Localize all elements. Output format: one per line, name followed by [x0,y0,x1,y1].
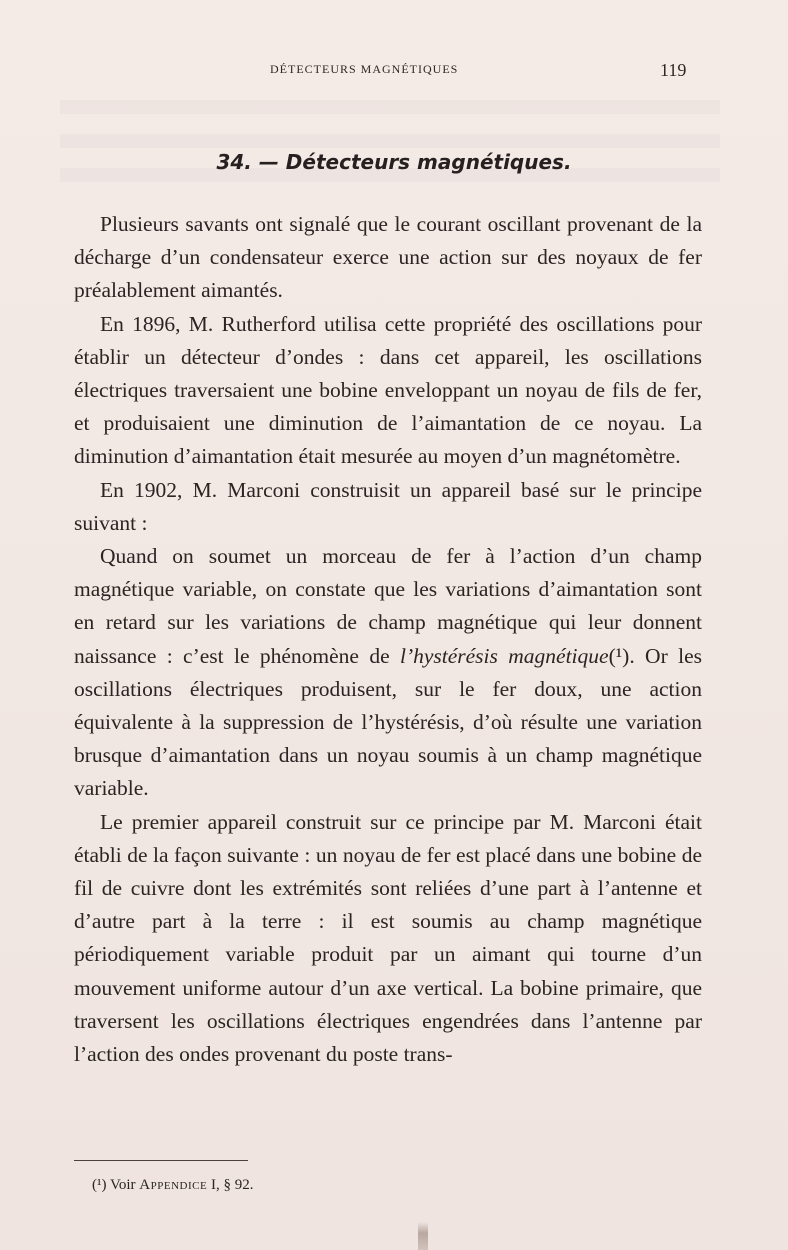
running-title: DÉTECTEURS MAGNÉTIQUES [270,62,459,76]
page-number: 119 [660,60,687,80]
italic-term: l’hystérésis magnétique [399,643,609,668]
paragraph [74,540,702,806]
paragraph: Le premier appareil construit sur ce principe par M. Marconi était établi de la façon suivante : un noyau de fer est placé dans une bobine de fil de cuivre dont les extrémités sont reliées d’une part à l’antenne et d’autre part à la terre : il est soumis au champ magnétique périodiquement variable produit par un aimant qui tourne d’un mouvement uniforme autour d’un axe vertical. La bobine primaire, que traversent les oscillations électriques engendrées dans l’antenne par l’action des ondes provenant du poste trans- [74,809,702,1067]
show-through-line [60,100,720,114]
print-mark [418,1222,428,1250]
running-head [0,60,788,82]
show-through-line [60,134,720,148]
section-heading: 34. — Détecteurs magnétiques. [216,150,572,174]
paragraph-text: . Or les oscillations électriques produisent, sur le fer doux, une action équivalente à la suppression de l’hystérésis, d’où résulte une variation brusque d’aimantation dans un noyau soumis à un champ magnétique variable. [74,643,702,801]
footnote-marker: (¹) [92,1177,107,1193]
footnote-divider [74,1160,248,1161]
appendix-label: Appendice [139,1177,208,1193]
paragraph-text: Quand on soumet un morceau de fer à l’action d’un champ magnétique variable, on constate que les variations d’aimantation sont en retard sur les variations de champ magnétique qui leur donnent naissance : c’est le phénomène de [74,544,702,668]
footnote-reference: (¹) [608,643,630,668]
paragraph: En 1902, M. Marconi construisit un appareil basé sur le principe suivant : [74,477,702,535]
paragraph: En 1896, M. Rutherford utilisa cette propriété des oscillations pour établir un détecteur d’ondes : dans cet appareil, les oscillations électriques traversaient une bobine enveloppant un noyau de fils de fer, et produisaient une diminution de l’aimantation de ce noyau. La diminution d’aimantation était mesurée au moyen d’un magnétomètre. [74,311,702,469]
paragraph: Plusieurs savants ont signalé que le courant oscillant provenant de la décharge d’un condensateur exerce une action sur des noyaux de fer préalablement aimantés. [74,212,702,303]
body-text [74,208,702,1071]
footnote-text: Voir [109,1177,140,1193]
footnote [92,1177,253,1194]
footnote-text: I, § 92. [207,1177,254,1193]
